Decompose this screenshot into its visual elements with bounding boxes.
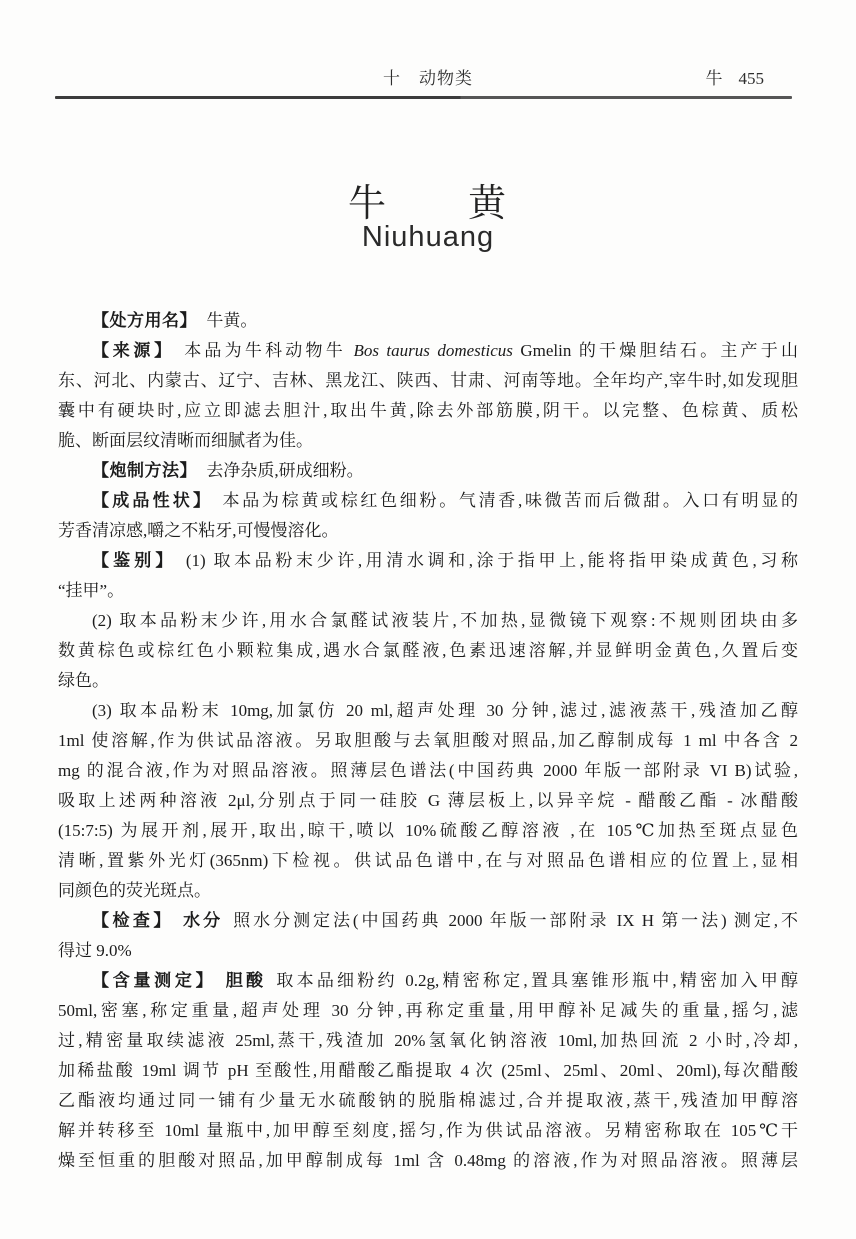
field-label: 【含量测定】	[92, 971, 217, 990]
text-line: 加稀盐酸 19ml 调节 pH 至酸性,用醋酸乙酯提取 4 次 (25ml、25ml、20ml、20ml),每次醋酸	[58, 1061, 798, 1080]
text-line	[58, 336, 798, 366]
text-line: 得过 9.0%	[58, 941, 132, 960]
page-header	[0, 64, 856, 90]
text-line	[58, 486, 798, 516]
latin-binomial: Bos taurus domesticus	[353, 341, 513, 360]
text-line: 吸取上述两种溶液 2μl,分别点于同一硅胶 G 薄层板上,以异辛烷 - 醋酸乙酯 - 冰醋酸	[58, 791, 798, 810]
field-label: 【成品性状】	[92, 491, 214, 510]
text-run: 照水分测定法(中国药典 2000 年版一部附录 IX H 第一法) 测定,不	[233, 911, 799, 930]
text-line: 清晰,置紫外光灯(365nm)下检视。供试品色谱中,在与对照品色谱相应的位置上,显相	[58, 851, 798, 870]
text-line: (3) 取本品粉末 10mg,加氯仿 20 ml,超声处理 30 分钟,滤过,滤液蒸干,残渣加乙醇	[92, 701, 798, 720]
text-line: (15:7:5) 为展开剂,展开,取出,晾干,喷以 10%硫酸乙醇溶液 ,在 105℃加热至斑点显色	[58, 821, 798, 840]
article-title-pinyin: Niuhuang	[361, 221, 495, 253]
article-body	[58, 306, 798, 1176]
text-line	[58, 906, 798, 936]
text-run: (1) 取本品粉末少许,用清水调和,涂于指甲上,能将指甲染成黄色,习称	[185, 551, 798, 570]
text-run: 本品为牛科动物牛	[184, 341, 354, 360]
text-line: 脆、断面层纹清晰而细腻者为佳。	[58, 431, 313, 450]
text-run: 本品为棕黄或棕红色细粉。气清香,味微苦而后微甜。入口有明显的	[222, 491, 799, 510]
text-line	[58, 546, 798, 576]
field-label: 【来源】	[92, 341, 175, 360]
text-run: 取本品细粉约 0.2g,精密称定,置具塞锥形瓶中,精密加入甲醇	[276, 971, 799, 990]
text-line: 同颜色的荧光斑点。	[58, 881, 211, 900]
field-label: 【检查】	[92, 911, 174, 930]
text-line: 过,精密量取续滤液 25ml,蒸干,残渣加 20%氢氧化钠溶液 10ml,加热回流 2 小时,冷却,	[58, 1031, 798, 1050]
sub-item-label: 水分	[183, 911, 224, 930]
text-line: 解并转移至 10ml 量瓶中,加甲醇至刻度,摇匀,作为供试品溶液。另精密称取在 105℃干	[58, 1121, 798, 1140]
text-run: 的干燥胆结石。主产于山	[578, 341, 798, 360]
text-run: 牛黄。	[206, 311, 258, 330]
text-run: 去净杂质,研成细粉。	[206, 461, 364, 480]
field-label: 【鉴别】	[92, 551, 177, 570]
field-label: 【处方用名】	[92, 311, 197, 330]
section-label: 牛	[705, 69, 723, 88]
text-line: 绿色。	[58, 671, 109, 690]
text-line: 燥至恒重的胆酸对照品,加甲醇制成每 1ml 含 0.48mg 的溶液,作为对照品溶液。照薄层	[58, 1151, 798, 1170]
text-line	[58, 456, 798, 486]
text-line: 50ml,密塞,称定重量,超声处理 30 分钟,再称定重量,用甲醇补足减失的重量,摇匀,滤	[58, 1001, 798, 1020]
text-line: “挂甲”。	[58, 581, 125, 600]
text-line: (2) 取本品粉末少许,用水合氯醛试液装片,不加热,显微镜下观察:不规则团块由多	[92, 611, 798, 630]
article-title: 牛 黄	[347, 183, 508, 225]
text-line: 乙酯液均通过同一铺有少量无水硫酸钠的脱脂棉滤过,合并提取液,蒸干,残渣加甲醇溶	[58, 1091, 798, 1110]
chapter-heading: 十 动物类	[383, 69, 473, 88]
section-and-page	[706, 64, 765, 89]
text-line	[58, 966, 798, 996]
text-line: 1ml 使溶解,作为供试品溶液。另取胆酸与去氧胆酸对照品,加乙醇制成每 1 ml 中各含 2	[58, 731, 798, 750]
field-label: 【炮制方法】	[92, 461, 197, 480]
text-line: 数黄棕色或棕红色小颗粒集成,遇水合氯醛液,色素迅速溶解,并显鲜明金黄色,久置后变	[58, 641, 798, 660]
text-run: Gmelin	[512, 341, 579, 360]
sub-item-label: 胆酸	[225, 971, 267, 990]
text-line: mg 的混合液,作为对照品溶液。照薄层色谱法(中国药典 2000 年版一部附录 VI B)试验,	[58, 761, 798, 780]
text-line: 芳香清凉感,嚼之不粘牙,可慢慢溶化。	[58, 521, 339, 540]
header-divider	[55, 96, 792, 99]
text-line: 囊中有硬块时,应立即滤去胆汁,取出牛黄,除去外部筋膜,阴干。以完整、色棕黄、质松	[58, 401, 798, 420]
text-line: 东、河北、内蒙古、辽宁、吉林、黑龙江、陕西、甘肃、河南等地。全年均产,宰牛时,如发现胆	[58, 371, 798, 390]
text-line	[58, 306, 798, 336]
page-number: 455	[738, 69, 764, 88]
